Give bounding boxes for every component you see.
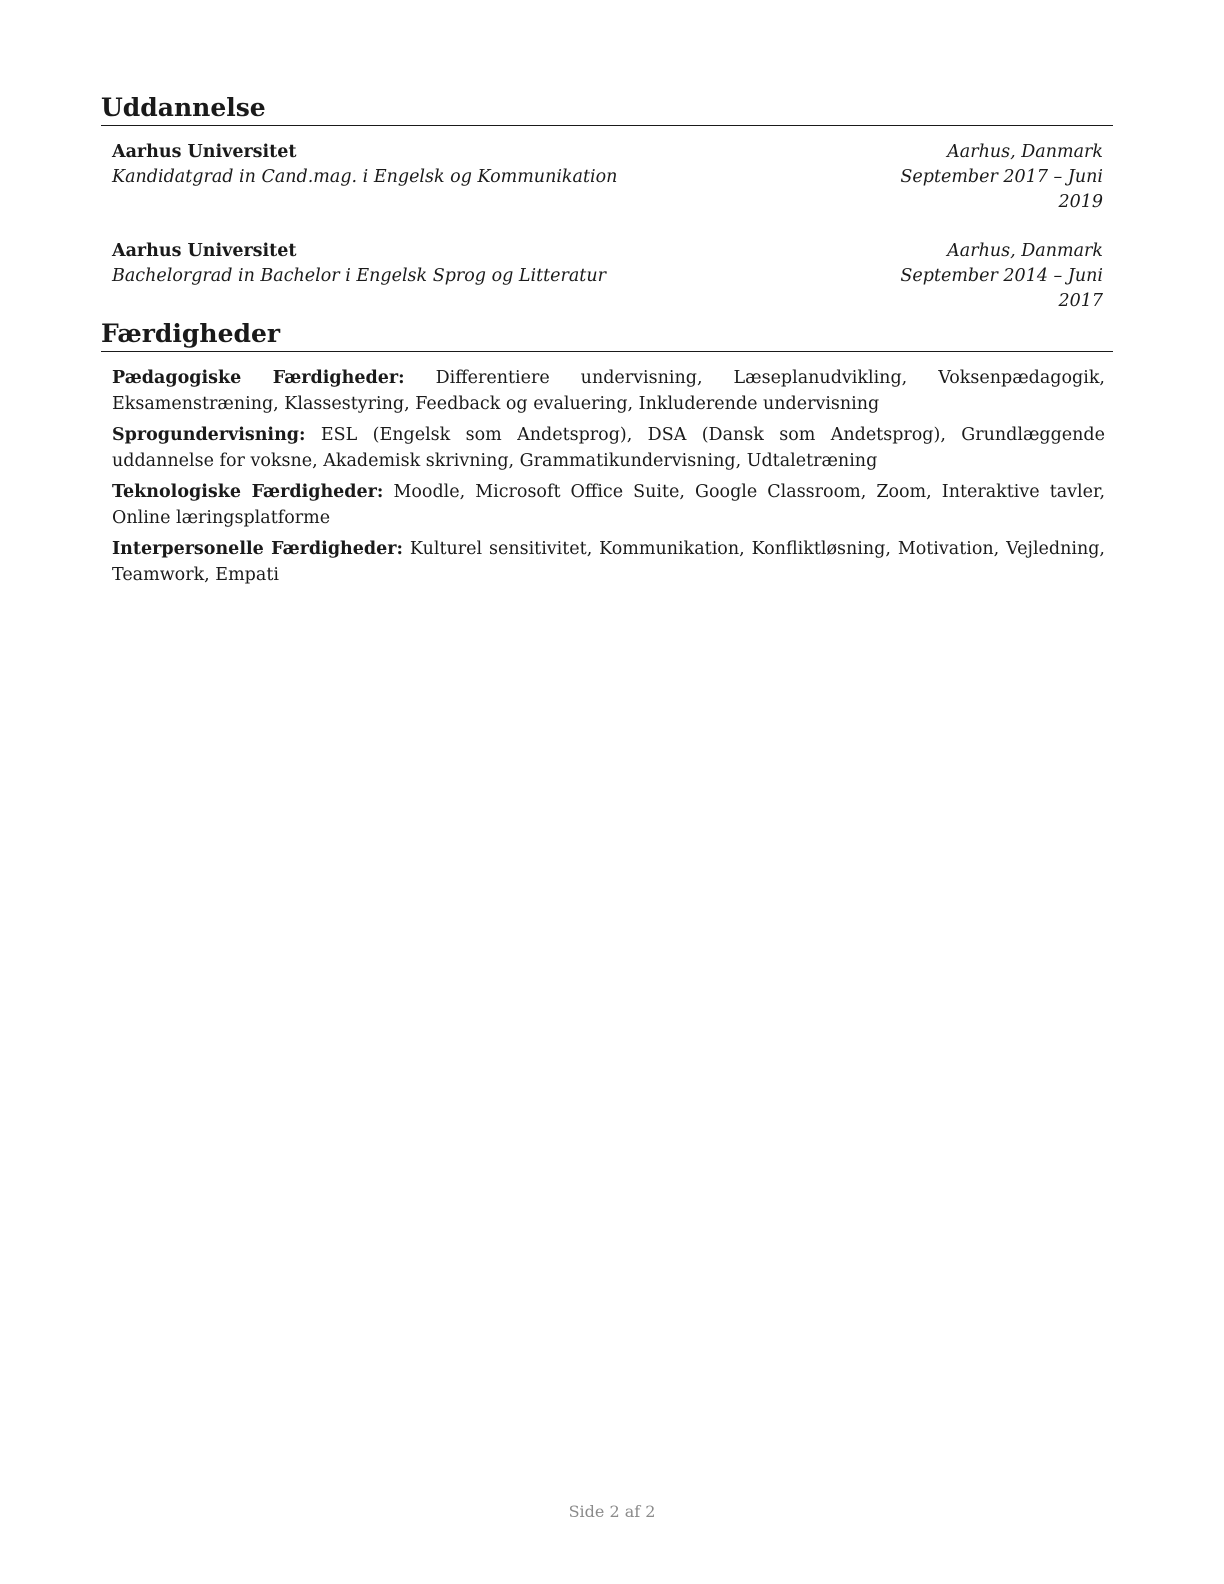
- skill-text: Differentiere undervisning, Læseplanudvikling, Voksenpædagogik, Eksamenstræning, Klassestyring, Feedback og evaluering, Inkluderende undervisning: [112, 368, 1105, 414]
- degree-title: Kandidatgrad in Cand.mag. i Engelsk og Kommunikation: [112, 167, 618, 187]
- education-list: [101, 126, 1113, 314]
- education-location: Aarhus, Danmark: [947, 142, 1103, 162]
- education-entry-main: [112, 239, 863, 314]
- skill-text: ESL (Engelsk som Andetsprog), DSA (Dansk som Andetsprog), Grundlæggende uddannelse for voksne, Akademisk skrivning, Grammatikundervisning, Udtaletræning: [112, 425, 1105, 471]
- skills-list: [101, 352, 1113, 588]
- education-entry-meta: [863, 140, 1103, 215]
- education-heading: Uddannelse: [101, 92, 1113, 126]
- education-dates: September 2014 – Juni: [900, 266, 1103, 286]
- skill-category: Sprogundervisning:: [112, 425, 306, 445]
- education-dates-end-year: 2019: [1058, 192, 1103, 212]
- education-entry: [112, 239, 1103, 314]
- skill-text: Kulturel sensitivitet, Kommunikation, Konfliktløsning, Motivation, Vejledning, Teamwork, Empati: [112, 539, 1105, 585]
- skill-category: Teknologiske Færdigheder:: [112, 482, 384, 502]
- institution-name: Aarhus Universitet: [112, 142, 297, 162]
- page-number-footer: Side 2 af 2: [568, 1502, 656, 1521]
- skills-heading: Færdigheder: [101, 318, 1113, 352]
- degree-title: Bachelorgrad in Bachelor i Engelsk Sprog og Litteratur: [112, 266, 606, 286]
- resume-page: [101, 92, 1113, 594]
- education-dates: September 2017 – Juni: [900, 167, 1103, 187]
- skill-text: Moodle, Microsoft Office Suite, Google Classroom, Zoom, Interaktive tavler, Online læringsplatforme: [112, 482, 1106, 528]
- education-entry: [112, 140, 1103, 215]
- education-entry-meta: [863, 239, 1103, 314]
- skill-item: [112, 423, 1105, 474]
- education-dates-end-year: 2017: [1058, 291, 1103, 311]
- education-section: [101, 92, 1113, 314]
- skill-category: Pædagogiske Færdigheder:: [112, 368, 405, 388]
- skill-category: Interpersonelle Færdigheder:: [112, 539, 403, 559]
- skill-item: [112, 537, 1105, 588]
- skill-item: [112, 480, 1105, 531]
- education-entry-main: [112, 140, 863, 215]
- skill-item: [112, 366, 1105, 417]
- education-location: Aarhus, Danmark: [947, 241, 1103, 261]
- institution-name: Aarhus Universitet: [112, 241, 297, 261]
- skills-section: [101, 318, 1113, 588]
